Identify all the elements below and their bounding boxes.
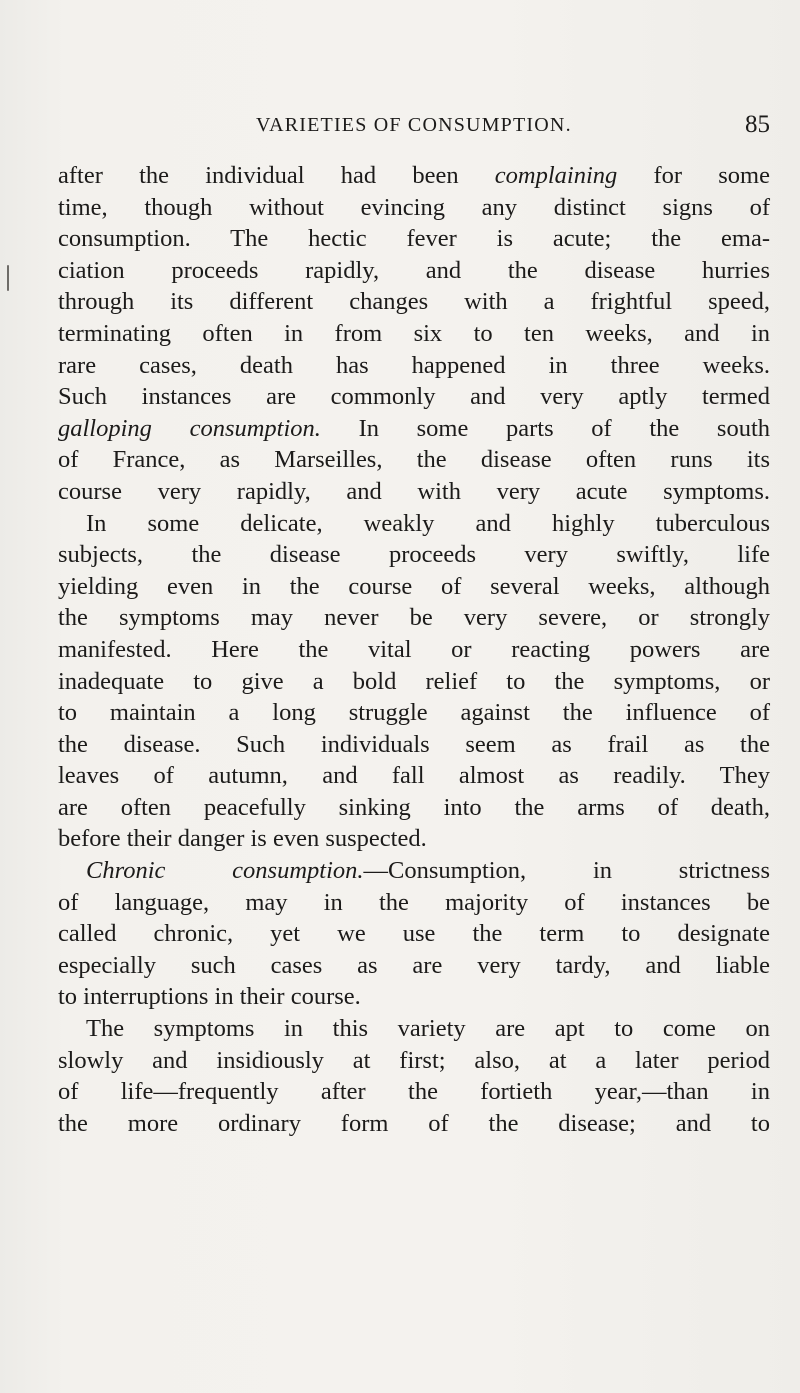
body-text [58, 160, 770, 1139]
running-title: VARIETIES OF CONSUMPTION. [256, 114, 572, 136]
text-line: of France, as Marseilles, the disease often runs its [58, 446, 770, 474]
text-line: rare cases, death has happened in three weeks. [58, 351, 770, 379]
page-number: 85 [745, 111, 770, 138]
text-line: Such instances are commonly and very aptly termed [58, 383, 770, 411]
text-line: are often peacefully sinking into the arms of death, [58, 793, 770, 821]
text-line: time, though without evincing any distinct signs of [58, 193, 770, 221]
text-line: the more ordinary form of the disease; and to [58, 1109, 770, 1137]
text-line: subjects, the disease proceeds very swiftly, life [58, 541, 770, 569]
text-line: The symptoms in this variety are apt to come on [86, 1015, 770, 1043]
text-line: especially such cases as are very tardy, and liable [58, 951, 770, 979]
text-line: of language, may in the majority of instances be [58, 888, 770, 916]
italic-term: complaining [494, 162, 618, 189]
text-line: yielding even in the course of several weeks, although [58, 572, 770, 600]
text-line: called chronic, yet we use the term to designate [58, 920, 770, 948]
text-line: consumption. The hectic fever is acute; the ema- [58, 225, 770, 253]
text-line: the disease. Such individuals seem as frail as the [58, 730, 770, 758]
italic-term: Chronic consumption. [86, 857, 364, 885]
text-line: leaves of autumn, and fall almost as readily. They [58, 762, 770, 790]
running-head [256, 108, 770, 142]
text-line: slowly and insidiously at first; also, at a later period [58, 1046, 770, 1074]
text-line: course very rapidly, and with very acute symptoms. [58, 477, 770, 505]
text-line: before their danger is even suspected. [58, 825, 427, 853]
text-line: ciation proceeds rapidly, and the disease hurries [58, 256, 770, 284]
text-line: through its different changes with a frightful speed, [58, 288, 770, 316]
text-line: to interruptions in their course. [58, 983, 361, 1011]
text-line: after the individual had been complaining for some [58, 162, 770, 189]
text-line: manifested. Here the vital or reacting powers are [58, 635, 770, 663]
text-line: the symptoms may never be very severe, or strongly [58, 604, 770, 632]
text-line: In some delicate, weakly and highly tuberculous [86, 509, 770, 537]
text-line: terminating often in from six to ten weeks, and in [58, 319, 770, 347]
text-line: galloping consumption. In some parts of the south [58, 414, 770, 442]
margin-mark [7, 265, 9, 291]
italic-term: galloping consumption. [58, 414, 321, 442]
text-line: to maintain a long struggle against the influence of [58, 699, 770, 727]
text-line: of life—frequently after the fortieth year,—than in [58, 1078, 770, 1106]
text-line: inadequate to give a bold relief to the symptoms, or [58, 667, 770, 695]
text-line: Chronic consumption.—Consumption, in strictness [86, 857, 770, 885]
